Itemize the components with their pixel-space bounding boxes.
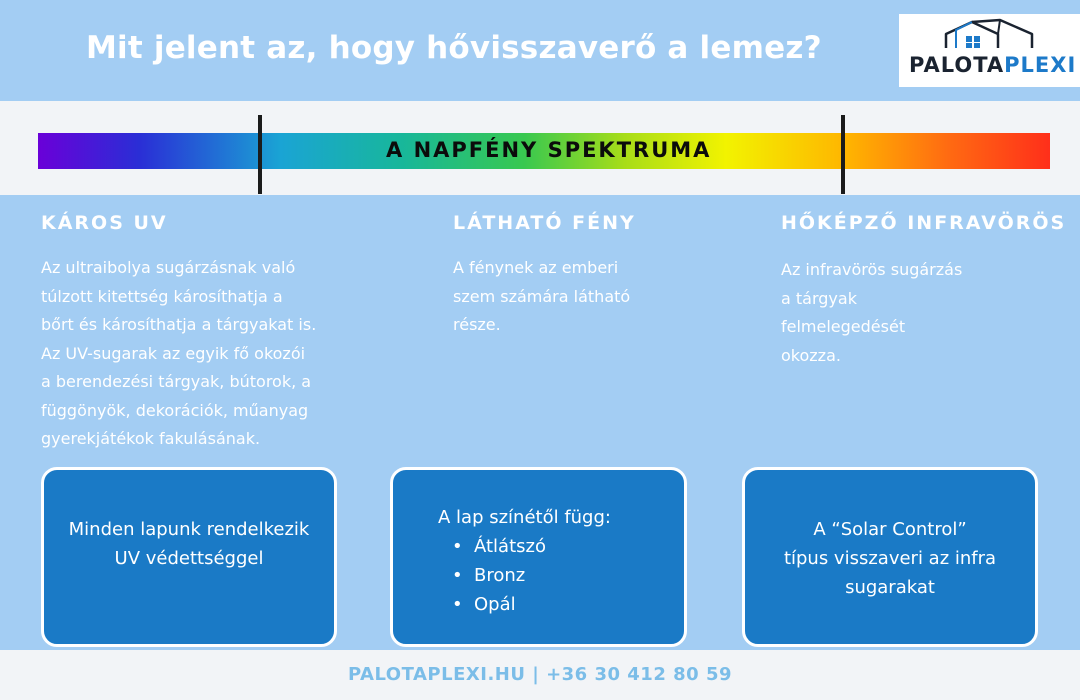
- bullet-icon: •: [452, 536, 463, 557]
- spectrum-divider-infrared: [841, 115, 845, 194]
- card-line: sugarakat: [845, 577, 935, 598]
- text-line: függönyök, dekorációk, műanyag: [41, 400, 309, 420]
- text-line: része.: [453, 315, 501, 334]
- text-visible-light: [453, 254, 630, 340]
- logo[interactable]: [899, 14, 1080, 87]
- list-item: • Átlátszó: [438, 532, 611, 561]
- footer-contact[interactable]: PALOTAPLEXI.HU | +36 30 412 80 59: [348, 664, 732, 685]
- text-line: okozza.: [781, 345, 841, 365]
- logo-text-part1: PALOTA: [909, 53, 1005, 77]
- text-line: gyerekjátékok fakulásának.: [41, 429, 261, 448]
- heading-visible-light: LÁTHATÓ FÉNY: [453, 212, 636, 234]
- text-line: Az ultraibolya sugárzásnak való: [41, 258, 296, 277]
- list-item: • Opál: [438, 590, 611, 619]
- list-item: • Bronz: [438, 561, 611, 590]
- card-line: A “Solar Control”: [813, 519, 967, 540]
- text-line: a tárgyak: [781, 288, 857, 308]
- heading-infrared: HŐKÉPZŐ INFRAVÖRÖS: [781, 212, 1067, 234]
- text-line: Az infravörös sugárzás: [781, 260, 963, 279]
- text-line: felmelegedését: [781, 317, 906, 336]
- text-line: bőrt és károsíthatja a tárgyakat is.: [41, 315, 317, 334]
- text-uv: [41, 254, 316, 454]
- heading-uv: KÁROS UV: [41, 212, 168, 234]
- card-line: Minden lapunk rendelkezik: [68, 519, 310, 540]
- card-intro: A lap színétől függ:: [438, 507, 611, 528]
- text-line: túlzott kitettség károsíthatja a: [41, 286, 283, 306]
- card-uv-protection: [41, 467, 337, 647]
- logo-text-part2: PLEXI: [1004, 53, 1077, 77]
- card-line: UV védettséggel: [114, 548, 264, 569]
- bullet-icon: •: [452, 565, 463, 586]
- card-color-options: [390, 467, 687, 647]
- logo-wordmark: [909, 53, 1076, 77]
- text-line: a berendezési tárgyak, bútorok, a: [41, 372, 312, 391]
- spectrum-label: A NAPFÉNY SPEKTRUMA: [386, 138, 712, 162]
- spectrum-divider-uv: [258, 115, 262, 194]
- text-line: Az UV-sugarak az egyik fő okozói: [41, 343, 306, 363]
- color-options-list: [438, 532, 611, 619]
- card-line: típus visszaveri az infra: [783, 548, 997, 569]
- text-infrared: [781, 256, 962, 370]
- text-line: szem számára látható: [453, 286, 631, 306]
- house-roof-icon: [942, 18, 1036, 50]
- card-solar-control: [742, 467, 1038, 647]
- bullet-icon: •: [452, 594, 463, 615]
- text-line: A fénynek az emberi: [453, 258, 619, 277]
- page-title: Mit jelent az, hogy hővisszaverő a lemez?: [86, 30, 822, 66]
